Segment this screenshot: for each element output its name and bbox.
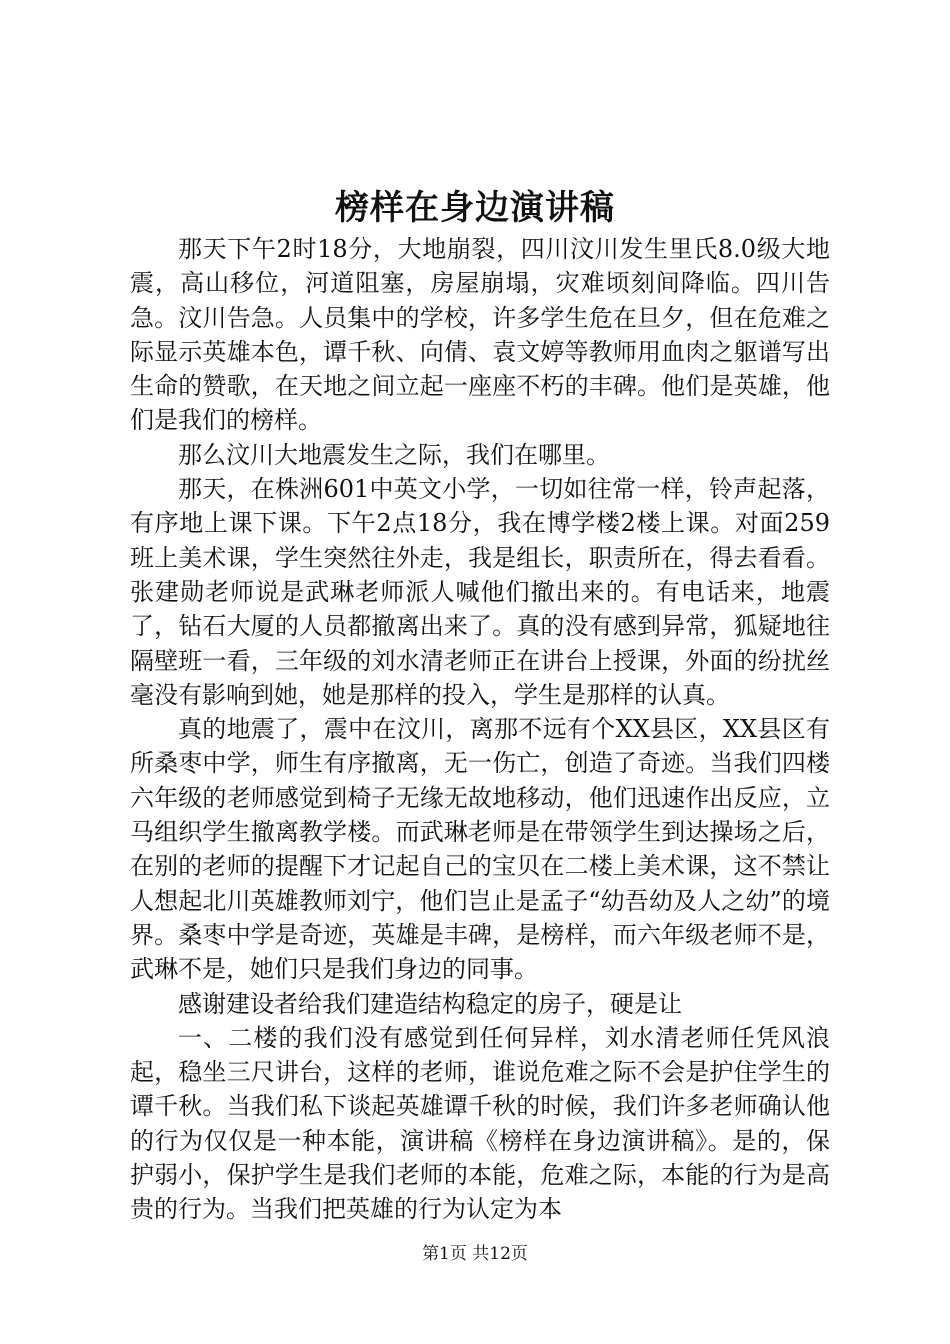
paragraph: 感谢建设者给我们建造结构稳定的房子，硬是让	[178, 989, 682, 1018]
paragraph: 那天下午2时18分，大地崩裂，四川汶川发生里氏8.0级大地震，高山移位，河道阻塞，房屋崩塌，灾难顷刻间降临。四川告急。汶川告急。人员集中的学校，许多学生危在旦夕，但在危难之际显示英雄本色，谭千秋、向倩、袁文婷等教师用血肉之躯谱写出生命的赞歌，在天地之间立起一座座不朽的丰碑。他们是英雄，他们是我们的榜样。	[130, 235, 830, 435]
paragraph: 真的地震了，震中在汶川，离那不远有个XX县区，XX县区有所桑枣中学，师生有序撤离，无一伤亡，创造了奇迹。当我们四楼六年级的老师感觉到椅子无缘无故地移动，他们迅速作出反应，立马组织学生撤离教学楼。而武琳老师是在带领学生到达操场之后，在别的老师的提醒下才记起自己的宝贝在二楼上美术课，这不禁让人想起北川英雄教师刘宁，他们岂止是孟子“幼吾幼及人之幼”的境界。桑枣中学是奇迹，英雄是丰碑，是榜样，而六年级老师不是，武琳不是，她们只是我们身边的同事。	[130, 715, 830, 984]
paragraph: 一、二楼的我们没有感觉到任何异样，刘水清老师任凭风浪起，稳坐三尺讲台，这样的老师，谁说危难之际不会是护住学生的谭千秋。当我们私下谈起英雄谭千秋的时候，我们许多老师确认他的行为仅仅是一种本能，演讲稿《榜样在身边演讲稿》。是的，保护弱小，保护学生是我们老师的本能，危难之际，本能的行为是高贵的行为。当我们把英雄的行为认定为本	[130, 1023, 830, 1224]
page-footer: 第1页 共12页	[422, 1244, 528, 1264]
paragraph: 那天，在株洲601中英文小学，一切如往常一样，铃声起落，有序地上课下课。下午2点18分，我在博学楼2楼上课。对面259班上美术课，学生突然往外走，我是组长，职责所在，得去看看。张建勋老师说是武琳老师派人喊他们撤出来的。有电话来，地震了，钻石大厦的人员都撤离出来了。真的没有感到异常，狐疑地往隔壁班一看，三年级的刘水清老师正在讲台上授课，外面的纷扰丝毫没有影响到她，她是那样的投入，学生是那样的认真。	[130, 475, 830, 709]
document-body	[130, 232, 830, 1227]
paragraph: 那么汶川大地震发生之际，我们在哪里。	[178, 440, 610, 469]
document-title: 榜样在身边演讲稿	[335, 188, 615, 228]
